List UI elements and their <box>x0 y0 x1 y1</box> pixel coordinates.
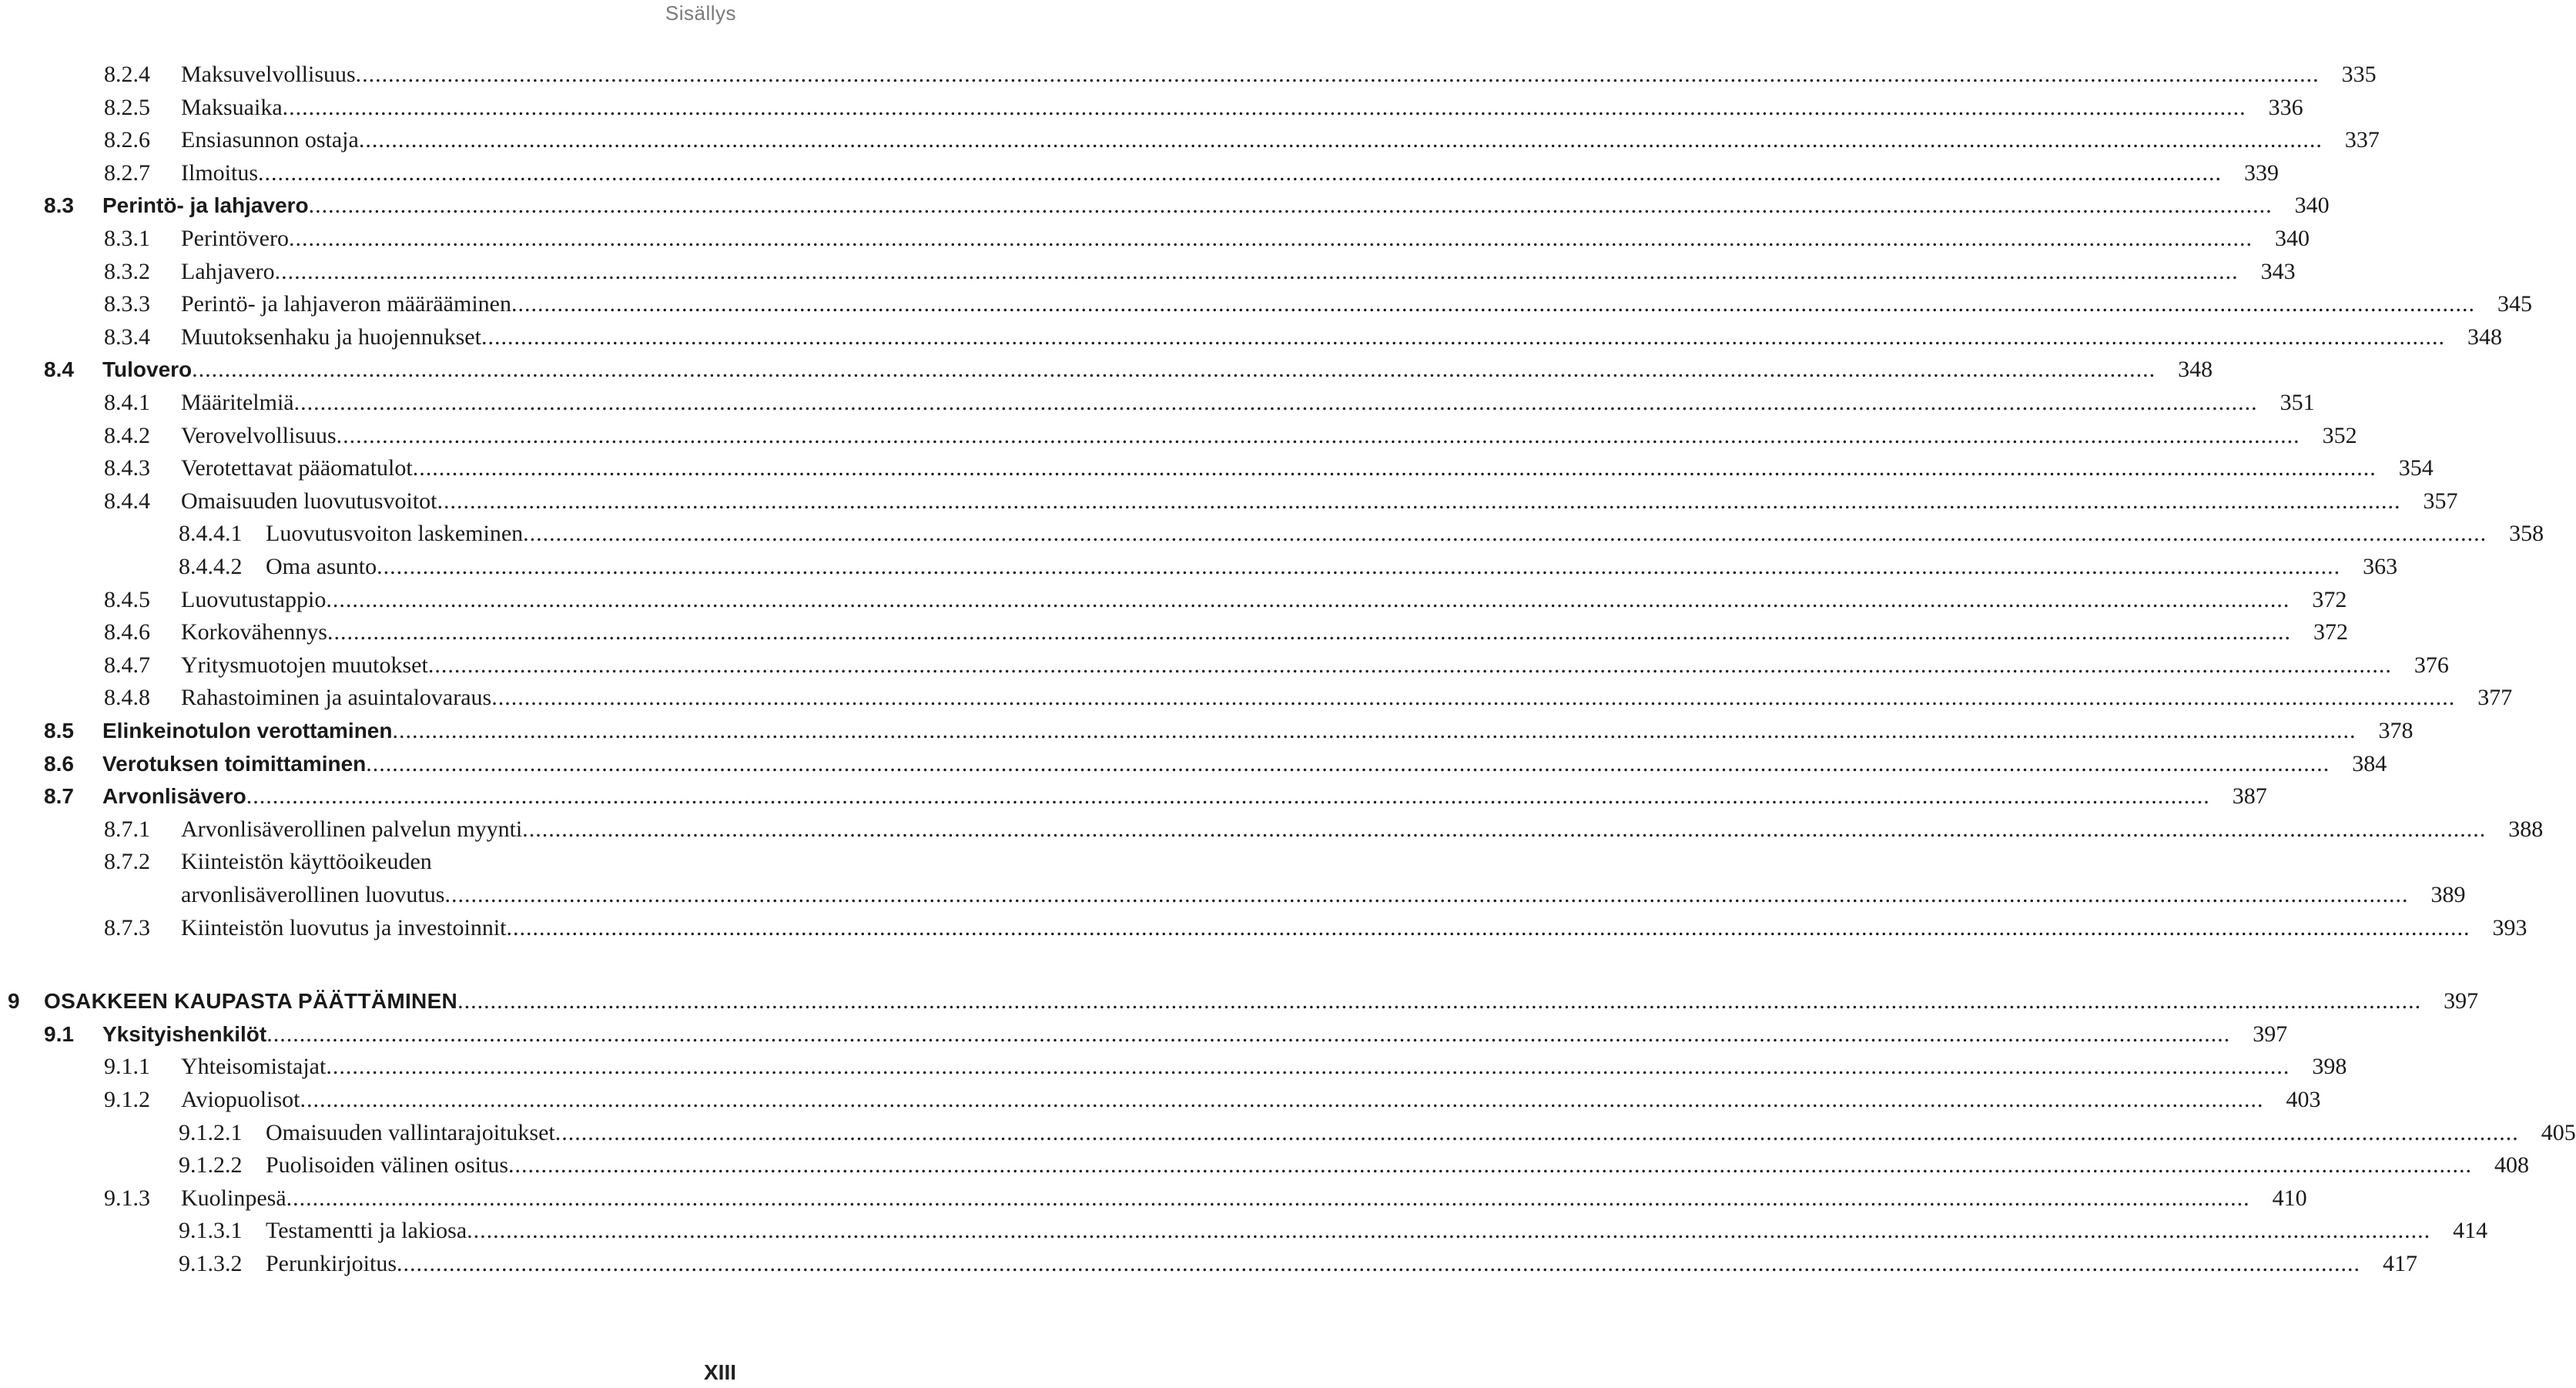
toc-entry-page: 354 <box>2398 455 2434 481</box>
toc-leader-dots: ............................................................................................................................................................................................................................................................................................................ <box>336 423 2300 448</box>
page-number: XIII <box>703 1360 736 1384</box>
toc-leader-dots: ............................................................................................................................................................................................................................................................................................................ <box>437 488 2401 514</box>
toc-leader-dots: ............................................................................................................................................................................................................................................................................................................ <box>282 95 2246 120</box>
toc-entry[interactable] <box>104 1182 2307 1215</box>
toc-entry[interactable] <box>44 780 2267 813</box>
toc-leader-dots: ............................................................................................................................................................................................................................................................................................................ <box>326 587 2290 612</box>
toc-entry[interactable] <box>104 387 2315 419</box>
toc-entry-number: 8.4.4 <box>104 488 150 514</box>
toc-entry-title: Verotettavat pääomatulot <box>181 455 413 481</box>
toc-entry-number: 8.3 <box>44 193 74 217</box>
toc-entry[interactable] <box>44 354 2213 386</box>
toc-entry[interactable] <box>104 420 2357 452</box>
toc-entry-title: Perintö- ja lahjavero <box>102 193 309 217</box>
toc-entry-number: 8.7.1 <box>104 816 150 842</box>
toc-entry-page: 352 <box>2322 423 2357 448</box>
toc-leader-dots: ............................................................................................................................................................................................................................................................................................................ <box>366 751 2330 776</box>
toc-leader-dots: ............................................................................................................................................................................................................................................................................................................ <box>293 390 2258 415</box>
toc-entry-title: Oma asunto <box>266 554 377 579</box>
toc-entry-page: 384 <box>2352 751 2387 776</box>
toc-entry-number: 9.1.2.1 <box>179 1120 243 1145</box>
toc-entry-page: 337 <box>2344 127 2380 153</box>
toc-leader-dots: ............................................................................................................................................................................................................................................................................................................ <box>192 357 2156 382</box>
toc-leader-dots: ............................................................................................................................................................................................................................................................................................................ <box>481 324 2445 350</box>
toc-entry-page: 389 <box>2430 882 2466 907</box>
toc-entry-number: 8.4.8 <box>104 685 150 710</box>
toc-entry-number: 8.4.1 <box>104 390 150 415</box>
toc-entry[interactable] <box>179 1215 2488 1247</box>
toc-entry-page: 372 <box>2313 619 2348 645</box>
toc-entry-page: 363 <box>2363 554 2398 579</box>
toc-entry-page: 414 <box>2453 1218 2488 1243</box>
toc-leader-dots: ............................................................................................................................................................................................................................................................................................................ <box>377 554 2341 579</box>
toc-entry[interactable] <box>44 748 2387 780</box>
toc-entry-title: Ilmoitus <box>181 160 259 186</box>
toc-leader-dots: ............................................................................................................................................................................................................................................................................................................ <box>412 455 2377 481</box>
toc-leader-dots: ............................................................................................................................................................................................................................................................................................................ <box>554 1120 2519 1145</box>
toc-leader-dots: ............................................................................................................................................................................................................................................................................................................ <box>522 816 2487 842</box>
toc-entry-number: 9.1.3 <box>104 1185 150 1211</box>
toc-leader-dots: ............................................................................................................................................................................................................................................................................................................ <box>397 1251 2360 1276</box>
toc-leader-dots: ............................................................................................................................................................................................................................................................................................................ <box>523 521 2487 546</box>
toc-leader-dots: ............................................................................................................................................................................................................................................................................................................ <box>392 718 2357 743</box>
toc-entry[interactable] <box>104 256 2296 288</box>
toc-entry-title: Korkovähennys <box>181 619 327 645</box>
toc-entry-number: 9.1.3.1 <box>179 1218 243 1243</box>
toc-entry-title: Arvonlisäverollinen palvelun myynti <box>181 816 523 842</box>
toc-entry-title: Lahjavero <box>181 259 275 284</box>
toc-entry-number: 8.4.7 <box>104 652 150 678</box>
toc-entry[interactable] <box>179 551 2398 583</box>
toc-entry-title: Testamentti ja lakiosa <box>266 1218 467 1243</box>
toc-entry[interactable] <box>179 518 2544 550</box>
toc-entry[interactable] <box>104 912 2527 944</box>
toc-entry[interactable] <box>104 223 2310 255</box>
toc-entry[interactable] <box>104 59 2377 91</box>
toc-entry-number: 8.4.4.1 <box>179 521 243 546</box>
toc-entry-number: 8.7 <box>44 784 74 808</box>
toc-entry-title: Kiinteistön luovutus ja investoinnit <box>181 915 507 940</box>
toc-entry-title: Luovutustappio <box>181 587 327 612</box>
toc-entry-title: Omaisuuden vallintarajoitukset <box>266 1120 555 1145</box>
toc-entry-number: 9 <box>8 989 20 1013</box>
toc-entry-title: Verotuksen toimittaminen <box>102 752 367 776</box>
toc-entry-number: 8.4.2 <box>104 423 150 448</box>
toc-entry-title: Aviopuolisot <box>181 1087 300 1112</box>
toc-entry[interactable] <box>104 616 2348 649</box>
toc-entry-title: Luovutusvoiton laskeminen <box>266 521 524 546</box>
toc-entry[interactable] <box>104 813 2544 846</box>
toc-entry-page: 387 <box>2232 783 2267 809</box>
toc-entry-title: Yhteisomistajat <box>181 1054 327 1079</box>
toc-entry-page: 378 <box>2378 718 2414 743</box>
toc-entry[interactable] <box>104 682 2513 714</box>
toc-entry-title: Kiinteistön käyttöoikeuden <box>181 849 432 874</box>
toc-entry-page: 393 <box>2492 915 2527 940</box>
toc-entry-title: Ensiasunnon ostaja <box>181 127 359 153</box>
toc-leader-dots: ............................................................................................................................................................................................................................................................................................................ <box>467 1218 2431 1243</box>
toc-entry-page: 358 <box>2509 521 2544 546</box>
toc-entry-page: 335 <box>2341 62 2377 87</box>
toc-entry-number: 8.3.2 <box>104 259 150 284</box>
toc-entry-title: OSAKKEEN KAUPASTA PÄÄTTÄMINEN <box>44 989 458 1013</box>
toc-entry-number: 8.4.5 <box>104 587 150 612</box>
toc-entry-number: 8.3.3 <box>104 291 150 317</box>
toc-entry-title: Elinkeinotulon verottaminen <box>102 719 393 743</box>
toc-entry-number: 9.1.2 <box>104 1087 150 1112</box>
toc-leader-dots: ............................................................................................................................................................................................................................................................................................................ <box>444 882 2409 907</box>
toc-entry-page: 348 <box>2178 357 2213 382</box>
toc-entry-title: arvonlisäverollinen luovutus <box>181 882 445 907</box>
toc-entry-page: 397 <box>2253 1021 2288 1047</box>
toc-entry-title: Tulovero <box>102 357 193 381</box>
toc-entry-number: 8.6 <box>44 752 74 776</box>
toc-entry[interactable] <box>179 1117 2576 1149</box>
toc-leader-dots: ............................................................................................................................................................................................................................................................................................................ <box>491 685 2456 710</box>
toc-entry-number: 8.7.3 <box>104 915 150 940</box>
toc-leader-dots: ............................................................................................................................................................................................................................................................................................................ <box>511 291 2475 317</box>
toc-entry-page: 348 <box>2467 324 2502 350</box>
toc-entry-page: 343 <box>2260 259 2296 284</box>
toc-leader-dots: ............................................................................................................................................................................................................................................................................................................ <box>358 127 2323 153</box>
toc-entry[interactable] <box>104 124 2380 156</box>
toc-entry-number: 9.1.2.2 <box>179 1152 243 1178</box>
toc-entry-page: 417 <box>2383 1251 2417 1276</box>
toc-entry-title: Maksuaika <box>181 95 283 120</box>
toc-entry-number: 9.1.3.2 <box>179 1251 243 1276</box>
toc-entry-page: 340 <box>2294 193 2330 218</box>
toc-entry[interactable] <box>104 846 730 878</box>
toc-entry[interactable] <box>104 452 2434 484</box>
toc-entry-page: 351 <box>2280 390 2315 415</box>
toc-entry[interactable] <box>104 288 2532 320</box>
toc-leader-dots: ............................................................................................................................................................................................................................................................................................................ <box>506 915 2470 940</box>
toc-entry-title: Arvonlisävero <box>102 784 246 808</box>
toc-leader-dots: ............................................................................................................................................................................................................................................................................................................ <box>246 783 2210 809</box>
toc-entry-number: 8.3.4 <box>104 324 150 350</box>
toc-leader-dots: ............................................................................................................................................................................................................................................................................................................ <box>508 1152 2472 1178</box>
toc-entry-title: Puolisoiden välinen ositus <box>266 1152 508 1178</box>
toc-entry-number: 8.2.7 <box>104 160 150 186</box>
toc-leader-dots: ............................................................................................................................................................................................................................................................................................................ <box>457 988 2422 1014</box>
toc-entry-title: Määritelmiä <box>181 390 294 415</box>
toc-entry-title: Perunkirjoitus <box>266 1251 397 1276</box>
toc-entry-number: 8.7.2 <box>104 849 150 874</box>
toc-entry[interactable] <box>179 1248 2417 1280</box>
toc-entry-page: 340 <box>2274 226 2310 251</box>
toc-entry-page: 357 <box>2423 488 2458 514</box>
toc-entry[interactable] <box>104 1084 2321 1116</box>
toc-leader-dots: ............................................................................................................................................................................................................................................................................................................ <box>258 160 2223 186</box>
toc-entry[interactable] <box>104 485 2458 518</box>
toc-leader-dots: ............................................................................................................................................................................................................................................................................................................ <box>274 259 2239 284</box>
toc-entry[interactable] <box>44 189 2330 222</box>
toc-leader-dots: ............................................................................................................................................................................................................................................................................................................ <box>355 62 2320 87</box>
toc-entry[interactable] <box>104 157 2280 189</box>
toc-entry-number: 8.2.6 <box>104 127 150 153</box>
toc-entry-title: Perintö- ja lahjaveron määrääminen <box>181 291 511 317</box>
toc-leader-dots: ............................................................................................................................................................................................................................................................................................................ <box>286 1185 2250 1211</box>
toc-leader-dots: ............................................................................................................................................................................................................................................................................................................ <box>300 1087 2264 1112</box>
toc-entry-page: 377 <box>2477 685 2513 710</box>
toc-entry-page: 398 <box>2312 1054 2347 1079</box>
toc-leader-dots: ............................................................................................................................................................................................................................................................................................................ <box>308 193 2273 218</box>
toc-entry-number: 8.5 <box>44 719 74 743</box>
toc-entry[interactable] <box>179 1149 2529 1182</box>
running-header: Sisällys <box>665 2 736 25</box>
toc-leader-dots: ............................................................................................................................................................................................................................................................................................................ <box>326 1054 2290 1079</box>
toc-entry-title: Perintövero <box>181 226 289 251</box>
toc-entry-page: 372 <box>2312 587 2347 612</box>
toc-entry-number: 8.2.4 <box>104 62 150 87</box>
toc-entry-page: 336 <box>2268 95 2303 120</box>
toc-entry[interactable] <box>104 321 2502 354</box>
toc-entry-number: 8.4.3 <box>104 455 150 481</box>
toc-entry-number: 9.1.1 <box>104 1054 150 1079</box>
toc-entry-title: Kuolinpesä <box>181 1185 286 1211</box>
toc-entry-title: Omaisuuden luovutusvoitot <box>181 488 437 514</box>
toc-entry-title: Verovelvollisuus <box>181 423 337 448</box>
toc-entry-title: Rahastoiminen ja asuintalovaraus <box>181 685 492 710</box>
toc-entry-number: 8.2.5 <box>104 95 150 120</box>
toc-entry-title: Muutoksenhaku ja huojennukset <box>181 324 481 350</box>
toc-entry[interactable] <box>44 1018 2288 1051</box>
toc-leader-dots: ............................................................................................................................................................................................................................................................................................................ <box>327 619 2291 645</box>
toc-entry-page: 410 <box>2272 1185 2307 1211</box>
toc-entry[interactable] <box>104 1051 2347 1083</box>
toc-entry-number: 8.4.4.2 <box>179 554 243 579</box>
toc-entry-page: 376 <box>2414 652 2449 678</box>
toc-entry-page: 403 <box>2286 1087 2321 1112</box>
toc-entry-title: Yksityishenkilöt <box>102 1022 267 1046</box>
toc-entry-page: 405 <box>2541 1120 2576 1145</box>
toc-entry[interactable] <box>181 879 2466 911</box>
toc-entry-number: 8.4 <box>44 357 74 381</box>
toc-entry-number: 9.1 <box>44 1022 74 1046</box>
toc-entry-page: 388 <box>2508 816 2544 842</box>
toc-entry-page: 339 <box>2244 160 2280 186</box>
toc-entry[interactable] <box>104 649 2449 682</box>
toc-entry-page: 408 <box>2494 1152 2529 1178</box>
toc-entry[interactable] <box>104 584 2347 616</box>
toc-entry-page: 345 <box>2497 291 2532 317</box>
toc-leader-dots: ............................................................................................................................................................................................................................................................................................................ <box>266 1021 2231 1047</box>
toc-entry-number: 8.3.1 <box>104 226 150 251</box>
toc-entry[interactable] <box>44 715 2414 747</box>
toc-entry[interactable] <box>104 92 2303 124</box>
toc-entry-title: Maksuvelvollisuus <box>181 62 356 87</box>
toc-entry-title: Yritysmuotojen muutokset <box>181 652 428 678</box>
toc-entry[interactable] <box>8 985 2479 1018</box>
toc-leader-dots: ............................................................................................................................................................................................................................................................................................................ <box>288 226 2253 251</box>
toc-entry-number: 8.4.6 <box>104 619 150 645</box>
toc-leader-dots: ............................................................................................................................................................................................................................................................................................................ <box>427 652 2392 678</box>
toc-entry-page: 397 <box>2444 988 2479 1014</box>
